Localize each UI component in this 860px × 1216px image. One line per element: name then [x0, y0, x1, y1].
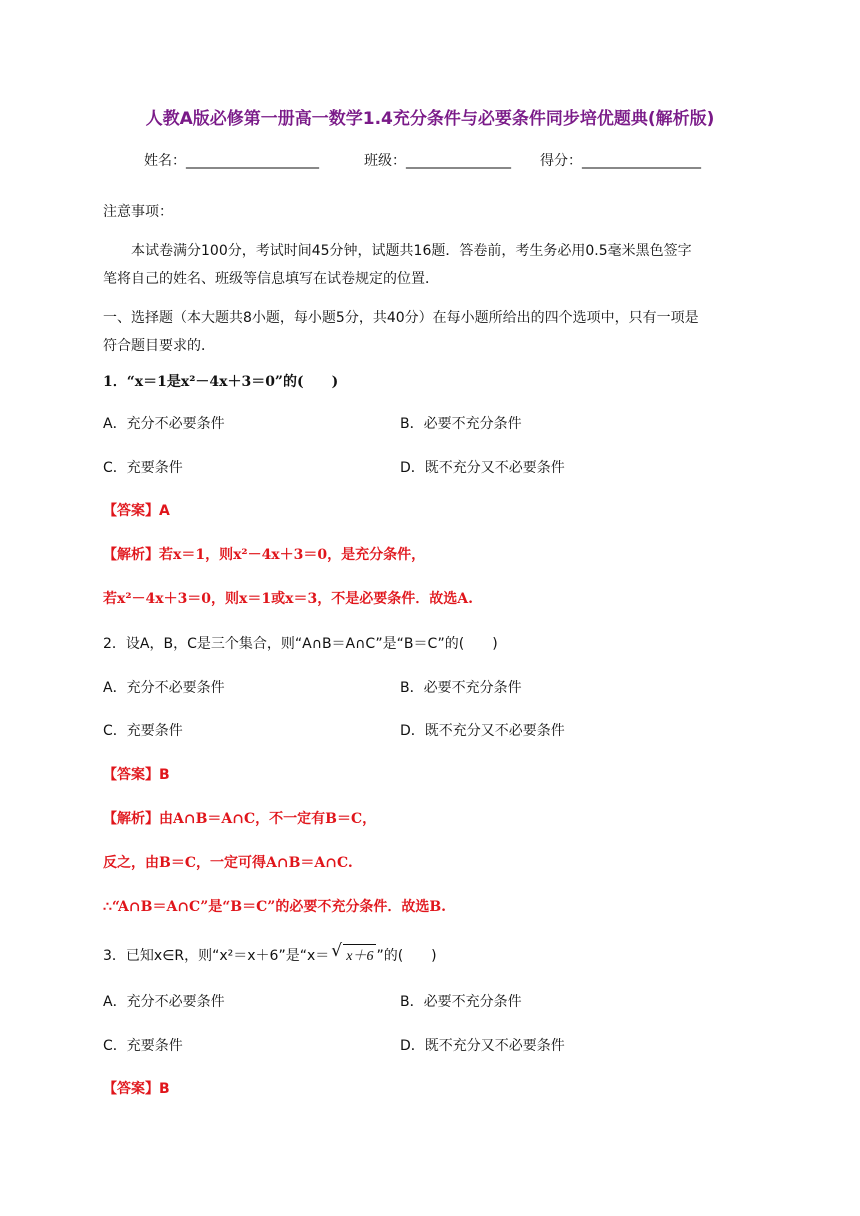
question-2-analysis-line-2: 反之，由B＝C，一定可得A∩B＝A∩C.: [103, 855, 353, 871]
question-2-option-c[interactable]: C．充要条件: [103, 723, 183, 739]
name-field[interactable]: 姓名：___________________: [144, 153, 319, 169]
question-1-analysis-line-1: 【解析】若x＝1，则x²－4x＋3＝0，是充分条件，: [103, 547, 426, 563]
question-1-answer: 【答案】A: [103, 503, 170, 519]
question-3-option-c[interactable]: C．充要条件: [103, 1038, 183, 1054]
section-heading-line-2: 符合题目要求的．: [103, 338, 215, 354]
question-2-option-d[interactable]: D．既不充分又不必要条件: [400, 723, 565, 739]
question-3-answer: 【答案】B: [103, 1081, 170, 1097]
question-1-option-c[interactable]: C．充要条件: [103, 460, 183, 476]
question-1-analysis-line-2: 若x²－4x＋3＝0，则x＝1或x＝3，不是必要条件．故选A.: [103, 591, 473, 607]
question-1-option-a[interactable]: A．充分不必要条件: [103, 416, 225, 432]
question-2-answer: 【答案】B: [103, 767, 170, 783]
document-title: 人教A版必修第一册高一数学1.4充分条件与必要条件同步培优题典(解析版): [145, 109, 715, 129]
question-3-stem-prefix: 3．已知x∈R，则“x²＝x＋6”是“x＝: [103, 948, 330, 964]
question-2-option-b[interactable]: B．必要不充分条件: [400, 680, 522, 696]
notes-line-1: 本试卷满分100分，考试时间45分钟，试题共16题．答卷前，考生务必用0.5毫米黑色签字: [131, 243, 692, 259]
section-heading-line-1: 一、选择题（本大题共8小题，每小题5分，共40分）在每小题所给出的四个选项中，只有一项是: [103, 310, 699, 326]
notes-heading: 注意事项：: [103, 204, 173, 220]
question-2-stem: 2．设A，B，C是三个集合，则“A∩B＝A∩C”是“B＝C”的( ): [103, 636, 498, 652]
question-2-option-a[interactable]: A．充分不必要条件: [103, 680, 225, 696]
sqrt-radicand: x＋6: [343, 944, 376, 965]
sqrt-icon: √: [331, 941, 343, 961]
question-3-option-a[interactable]: A．充分不必要条件: [103, 994, 225, 1010]
question-3-option-d[interactable]: D．既不充分又不必要条件: [400, 1038, 565, 1054]
question-1-stem: 1．“x＝1是x²－4x＋3＝0”的( ): [103, 374, 339, 390]
question-3-stem-suffix: ”的( ): [376, 948, 437, 964]
question-1-option-d[interactable]: D．既不充分又不必要条件: [400, 460, 565, 476]
question-2-analysis-line-3: ∴“A∩B＝A∩C”是“B＝C”的必要不充分条件．故选B.: [103, 899, 447, 915]
score-field[interactable]: 得分：_________________: [540, 153, 701, 169]
question-1-option-b[interactable]: B．必要不充分条件: [400, 416, 522, 432]
question-3-option-b[interactable]: B．必要不充分条件: [400, 994, 522, 1010]
notes-line-2: 笔将自己的姓名、班级等信息填写在试卷规定的位置．: [103, 271, 439, 287]
question-2-analysis-line-1: 【解析】由A∩B＝A∩C，不一定有B＝C，: [103, 811, 377, 827]
class-field[interactable]: 班级：_______________: [364, 153, 511, 169]
question-3-stem: [103, 941, 437, 965]
sqrt-expression: [331, 941, 376, 965]
